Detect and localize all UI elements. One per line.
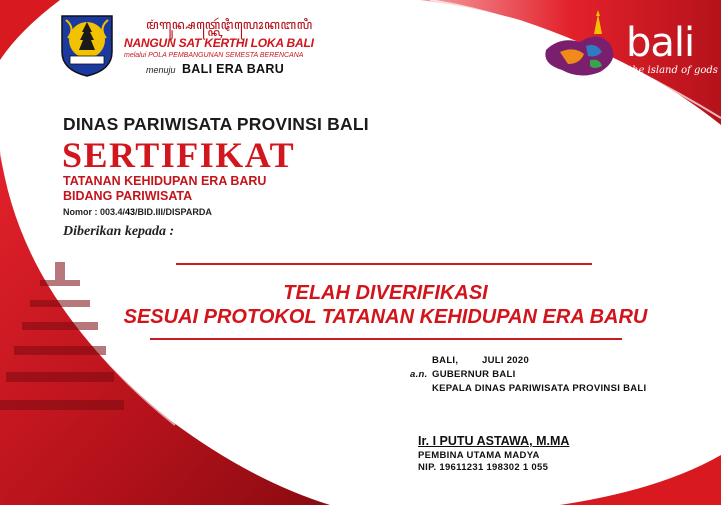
divider-line	[150, 338, 622, 340]
corner-swash-bottom-right	[560, 455, 721, 505]
number-prefix: Nomor : 003.4/	[63, 207, 126, 217]
verified-heading-2: SESUAI PROTOKOL TATANAN KEHIDUPAN ERA BARU	[123, 306, 648, 328]
number-suffix: /BID.III/DISPARDA	[135, 207, 212, 217]
number-bold: 43	[125, 207, 136, 217]
bali-era-baru-label: BALI ERA BARU	[181, 62, 285, 76]
signature-place: BALI,	[432, 355, 459, 366]
motto-tagline	[146, 60, 284, 78]
bali-brand-word: bali	[626, 20, 695, 66]
on-behalf-label: a.n.	[410, 369, 428, 380]
signature-department: KEPALA DINAS PARIWISATA PROVINSI BALI	[432, 383, 647, 394]
recipient-name-line	[176, 263, 592, 265]
certificate-subtitle-1: TATANAN KEHIDUPAN ERA BARU	[63, 174, 267, 188]
signatory-nip: NIP. 19611231 198302 1 055	[418, 462, 549, 473]
corner-swash-top-left	[0, 0, 60, 60]
signatory-name: Ir. I PUTU ASTAWA, M.MA	[418, 434, 570, 448]
bali-province-emblem-icon	[56, 12, 118, 78]
organization-name: DINAS PARIWISATA PROVINSI BALI	[63, 114, 369, 134]
signature-governor: GUBERNUR BALI	[432, 369, 516, 380]
verified-heading-1: TELAH DIVERIFIKASI	[283, 282, 488, 304]
motto-title: NANGUN SAT KERTHI LOKA BALI	[124, 36, 314, 50]
menuju-label: menuju	[146, 65, 176, 75]
certificate-subtitle-2: BIDANG PARIWISATA	[63, 189, 193, 203]
signature-date: JULI 2020	[482, 355, 530, 366]
motto-subtitle: melalui POLA PEMBANGUNAN SEMESTA BERENCANA	[124, 52, 304, 59]
signatory-rank: PEMBINA UTAMA MADYA	[418, 450, 540, 461]
certificate-number	[63, 207, 212, 217]
certificate-title: SERTIFIKAT	[62, 135, 296, 175]
given-to-label: Diberikan kepada :	[63, 224, 175, 239]
bali-brand-tagline: the island of gods	[628, 65, 718, 76]
balinese-script-text: ꦩꦁꦒꦸꦤ꧀ꦱꦠ꧀ꦏꦺꦂꦛꦶꦭꦺꦴꦏꦧꦭꦶ	[146, 18, 313, 33]
